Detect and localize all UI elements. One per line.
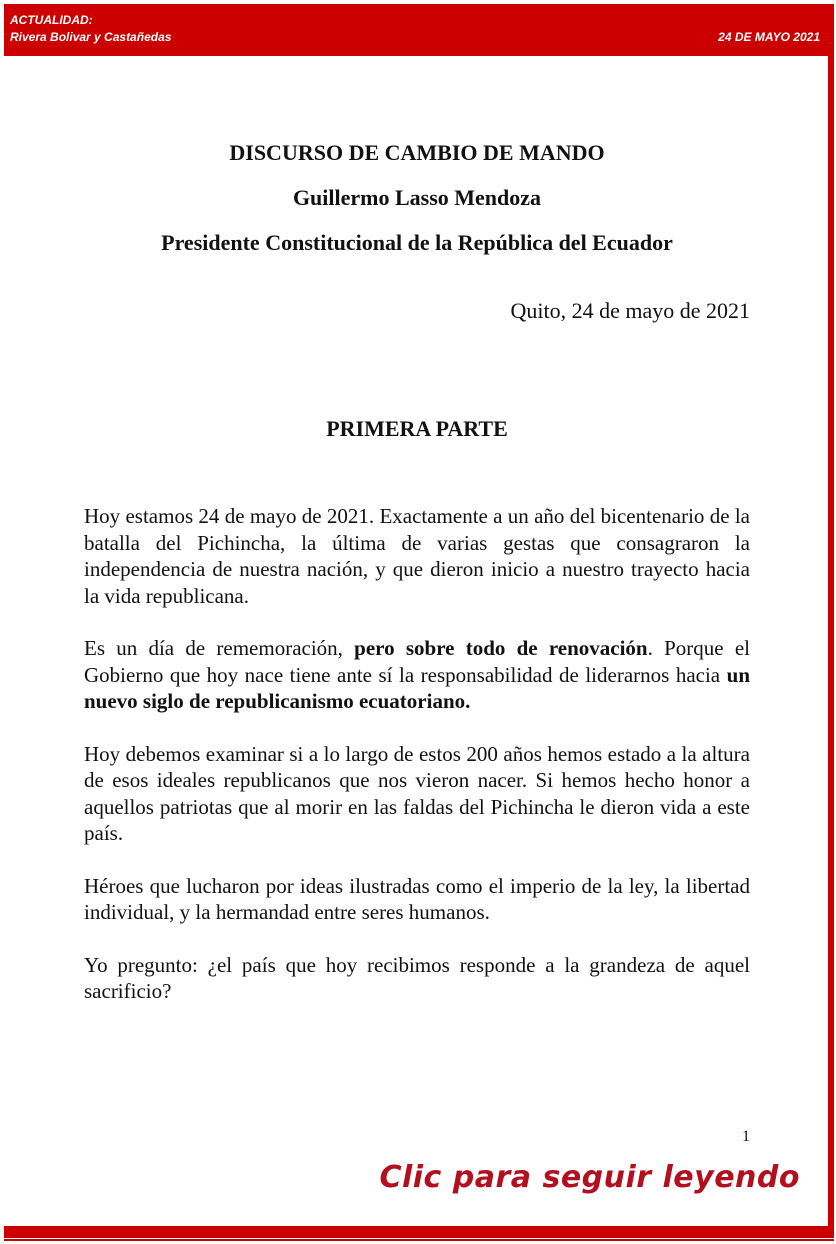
page-number: 1 — [742, 1128, 750, 1145]
document-title: DISCURSO DE CAMBIO DE MANDO — [229, 140, 605, 165]
dateline: Quito, 24 de mayo de 2021 — [510, 298, 750, 323]
paragraph-2-bold-a: pero sobre todo de renovación — [354, 636, 648, 660]
paragraph-4: Héroes que lucharon por ideas ilustradas como el imperio de la ley, la libertad individual, y la hermandad entre seres humanos. — [84, 873, 750, 924]
paragraph-5: Yo pregunto: ¿el país que hoy recibimos responde a la grandeza de aquel sacrificio? — [84, 952, 750, 1003]
header-bar — [4, 4, 834, 56]
bottom-line — [4, 1239, 834, 1241]
paragraph-3: Hoy debemos examinar si a lo largo de estos 200 años hemos estado a la altura de esos ideales republicanos que nos vieron nacer. Si hemos hecho honor a aquellos patriotas que al morir en las faldas del Pichincha le dieron vida a este país. — [84, 741, 750, 845]
paragraph-2-part-c: . Porque el Gobierno que hoy nace tiene ante sí la responsabilidad de liderarnos hacia — [84, 636, 750, 687]
speaker-name: Guillermo Lasso Mendoza — [292, 185, 542, 210]
header-left — [10, 12, 171, 46]
body-text — [84, 503, 750, 1031]
header-section: ACTUALIDAD: — [10, 13, 93, 27]
header-date: 24 DE MAYO 2021 — [718, 30, 820, 44]
paragraph-2-part-a: Es un día de rememoración, — [84, 636, 355, 660]
continue-reading-link[interactable]: Clic para seguir leyendo — [379, 1160, 800, 1195]
bottom-bar — [4, 1226, 834, 1238]
right-border — [828, 56, 834, 1226]
speaker-role: Presidente Constitucional de la República del Ecuador — [161, 230, 673, 255]
header-author: Rivera Bolivar y Castañedas — [10, 30, 172, 44]
paragraph-2 — [84, 635, 750, 715]
paragraph-2-bold-d: un nuevo siglo de republicanismo ecuatoriano. — [84, 662, 750, 713]
paragraph-1: Hoy estamos 24 de mayo de 2021. Exactamente a un año del bicentenario de la batalla del Pichincha, la última de varias gestas que consagraron la independencia de nuestra nación, y que dieron inicio a nuestro trayecto hacia la vida republicana. — [84, 504, 750, 608]
section-title: PRIMERA PARTE — [326, 416, 508, 441]
